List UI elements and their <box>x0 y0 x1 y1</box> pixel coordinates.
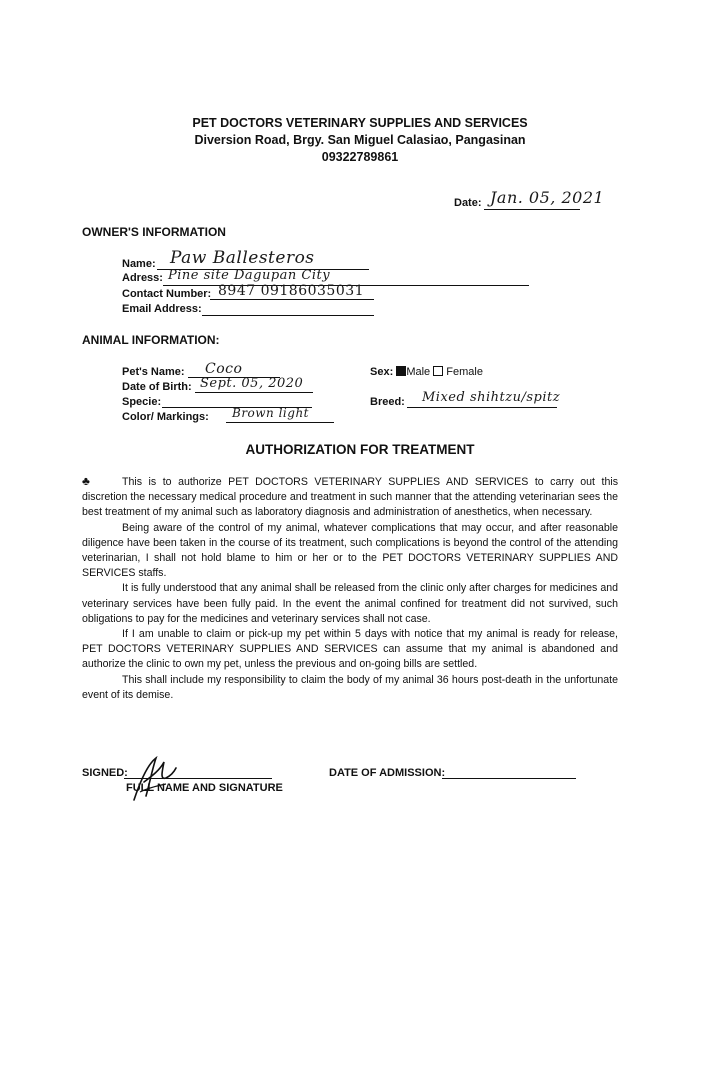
specie-label: Specie: <box>122 396 162 408</box>
color-value: Brown light <box>232 406 310 420</box>
sex-male-label: Male <box>406 366 431 378</box>
authorization-body <box>82 475 618 703</box>
owner-contact-label: Contact Number: <box>122 288 212 300</box>
sex-female-label: Female <box>446 366 483 378</box>
sex-field <box>370 366 483 378</box>
sex-female-checkbox[interactable] <box>433 366 443 376</box>
signature-drawing <box>126 752 186 806</box>
authorization-title: AUTHORIZATION FOR TREATMENT <box>245 442 475 457</box>
date-value: Jan. 05, 2021 <box>490 188 605 207</box>
owner-contact-line <box>210 299 374 300</box>
owner-address-value: Pine site Dagupan City <box>168 268 331 283</box>
date-line <box>484 209 580 210</box>
authorization-paragraph: Being aware of the control of my animal, whatever complications that may occur, and after reasonable diligence have been taken in the course of its treatment, such complications is beyond the control of the attending veterinarian, I shall not hold blame to him or her or to the PET DOCTORS VETERINARY SUPPLIES AND SERVICES staffs. <box>82 521 618 580</box>
business-address: Diversion Road, Brgy. San Miguel Calasiao, Pangasinan <box>194 133 526 147</box>
authorization-paragraph: If I am unable to claim or pick-up my pet within 5 days with notice that my animal is ready for release, PET DOCTORS VETERINARY SUPPLIES AND SERVICES can assume that my animal is abandoned and authorize the clinic to own my pet, unless the previous and on-going bills are settled. <box>82 628 618 671</box>
authorization-paragraph: It is fully understood that any animal shall be released from the clinic only after charges for medicines and veterinary services have been fully paid. In the event the animal confined for treatment did not survived, such obligations to pay for the medicines and veterinary services shall not case. <box>82 582 618 625</box>
owner-section-title: OWNER'S INFORMATION <box>82 225 226 239</box>
authorization-paragraph: This shall include my responsibility to claim the body of my animal 36 hours post-death in the unfortunate event of its demise. <box>82 673 618 701</box>
bullet-icon: ♣ <box>82 474 90 488</box>
owner-contact-value: 8947 09186035031 <box>218 283 365 299</box>
owner-address-label: Adress: <box>122 272 163 284</box>
animal-section-title: ANIMAL INFORMATION: <box>82 333 220 347</box>
breed-line <box>407 407 557 408</box>
dob-value: Sept. 05, 2020 <box>200 376 304 391</box>
sex-male-checkbox[interactable] <box>396 366 406 376</box>
owner-email-label: Email Address: <box>122 303 202 315</box>
date-label: Date: <box>454 197 482 209</box>
owner-email-line <box>202 315 374 316</box>
dob-line <box>195 392 313 393</box>
signed-label: SIGNED: <box>82 767 128 779</box>
sex-label: Sex: <box>370 366 394 378</box>
business-phone: 09322789861 <box>321 150 399 164</box>
color-line <box>226 422 334 423</box>
admission-label: DATE OF ADMISSION: <box>329 767 446 779</box>
owner-name-value: Paw Ballesteros <box>170 248 315 268</box>
breed-value: Mixed shihtzu/spitz <box>422 390 561 405</box>
pet-name-label: Pet's Name: <box>122 366 185 378</box>
dob-label: Date of Birth: <box>122 381 192 393</box>
owner-name-label: Name: <box>122 258 156 270</box>
authorization-paragraph: This is to authorize PET DOCTORS VETERINARY SUPPLIES AND SERVICES to carry out this discretion the necessary medical procedure and treatment in such manner that the attending veterinarian sees the best treatment of my animal such as laboratory diagnosis and administration of anesthetics, when necessary. <box>82 476 618 519</box>
business-name: PET DOCTORS VETERINARY SUPPLIES AND SERVICES <box>192 116 528 130</box>
admission-line <box>442 778 576 779</box>
signature-caption: FULL NAME AND SIGNATURE <box>126 782 283 794</box>
color-label: Color/ Markings: <box>122 411 209 423</box>
breed-label: Breed: <box>370 396 405 408</box>
pet-name-value: Coco <box>205 361 243 377</box>
